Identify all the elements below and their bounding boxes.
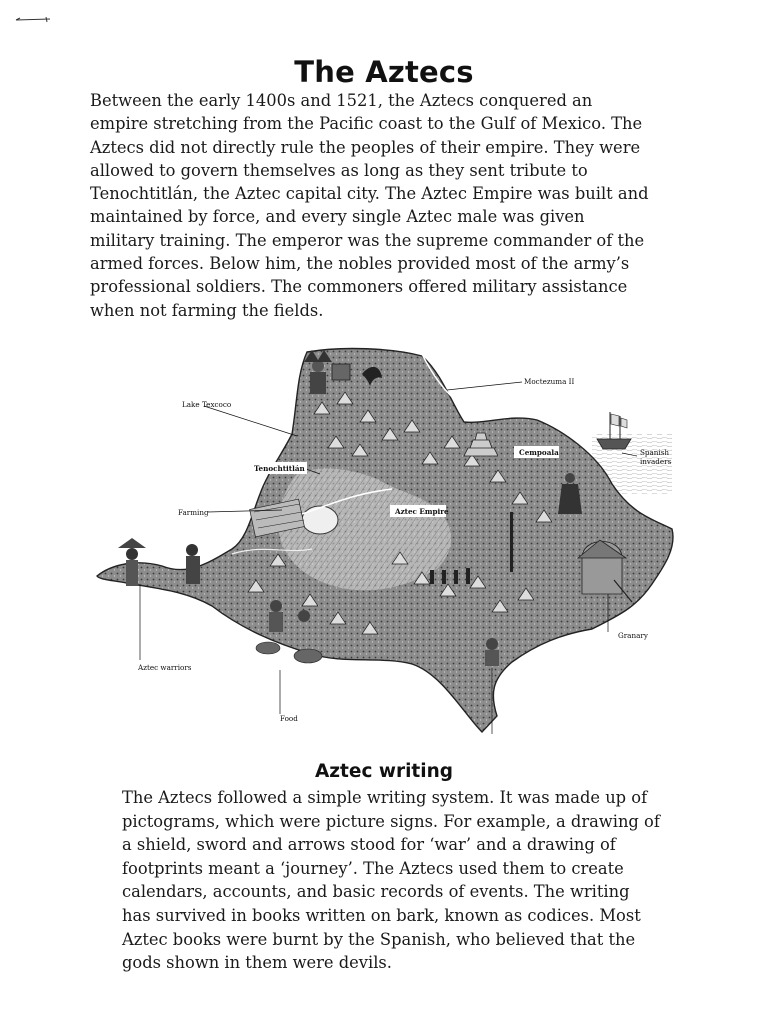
section-title-aztec-writing: Aztec writing <box>314 761 454 783</box>
map-label-lake-texcoco: Lake Texcoco <box>182 400 232 409</box>
map-label-farming: Farming <box>178 508 209 517</box>
map-label-food: Food <box>280 714 298 723</box>
intro-paragraph: Between the early 1400s and 1521, the Aztecs conquered an empire stretching from the Pacific coast to the Gulf of Mexico. The Aztecs did not directly rule the peoples of their empire. They were allowed to govern themselves as long as they sent tribute to Tenochtitlán, the Aztec capital city. The Aztec Empire was built and maintained by force, and every single Aztec male was given military training. The emperor was the supreme commander of the armed forces. Below him, the nobles provided most of the army’s professional soldiers. The commoners offered military assistance when not farming the fields. <box>90 91 649 320</box>
corner-scan-mark <box>14 14 54 26</box>
map-label-spanish-invaders: Spanish invaders <box>640 448 672 466</box>
map-label-aztec-warriors: Aztec warriors <box>138 663 192 672</box>
map-label-cempoala: Cempoala <box>519 448 559 457</box>
map-label-granary: Granary <box>618 631 648 640</box>
writing-paragraph: The Aztecs followed a simple writing system. It was made up of pictograms, which were picture signs. For example, a drawing of a shield, sword and arrows stood for ‘war’ and a drawing of footprints meant a ‘journey’. The Aztecs used them to create calendars, accounts, and basic records of events. The writing has survived in books written on bark, known as codices. Most Aztec books were burnt by the Spanish, who believed that the gods shown in them were devils. <box>122 788 660 973</box>
trader-figure-icon <box>485 638 499 666</box>
map-label-aztec-empire: Aztec Empire <box>395 507 449 516</box>
map-label-moctezuma: Moctezuma II <box>524 377 575 386</box>
map-label-tenochtitlan: Tenochtitlán <box>254 464 305 473</box>
page-title: The Aztecs <box>294 55 474 90</box>
lake-shape <box>302 506 338 534</box>
aztec-empire-map <box>92 344 688 736</box>
map-illustration <box>92 344 688 736</box>
spanish-ship-icon <box>597 412 631 449</box>
